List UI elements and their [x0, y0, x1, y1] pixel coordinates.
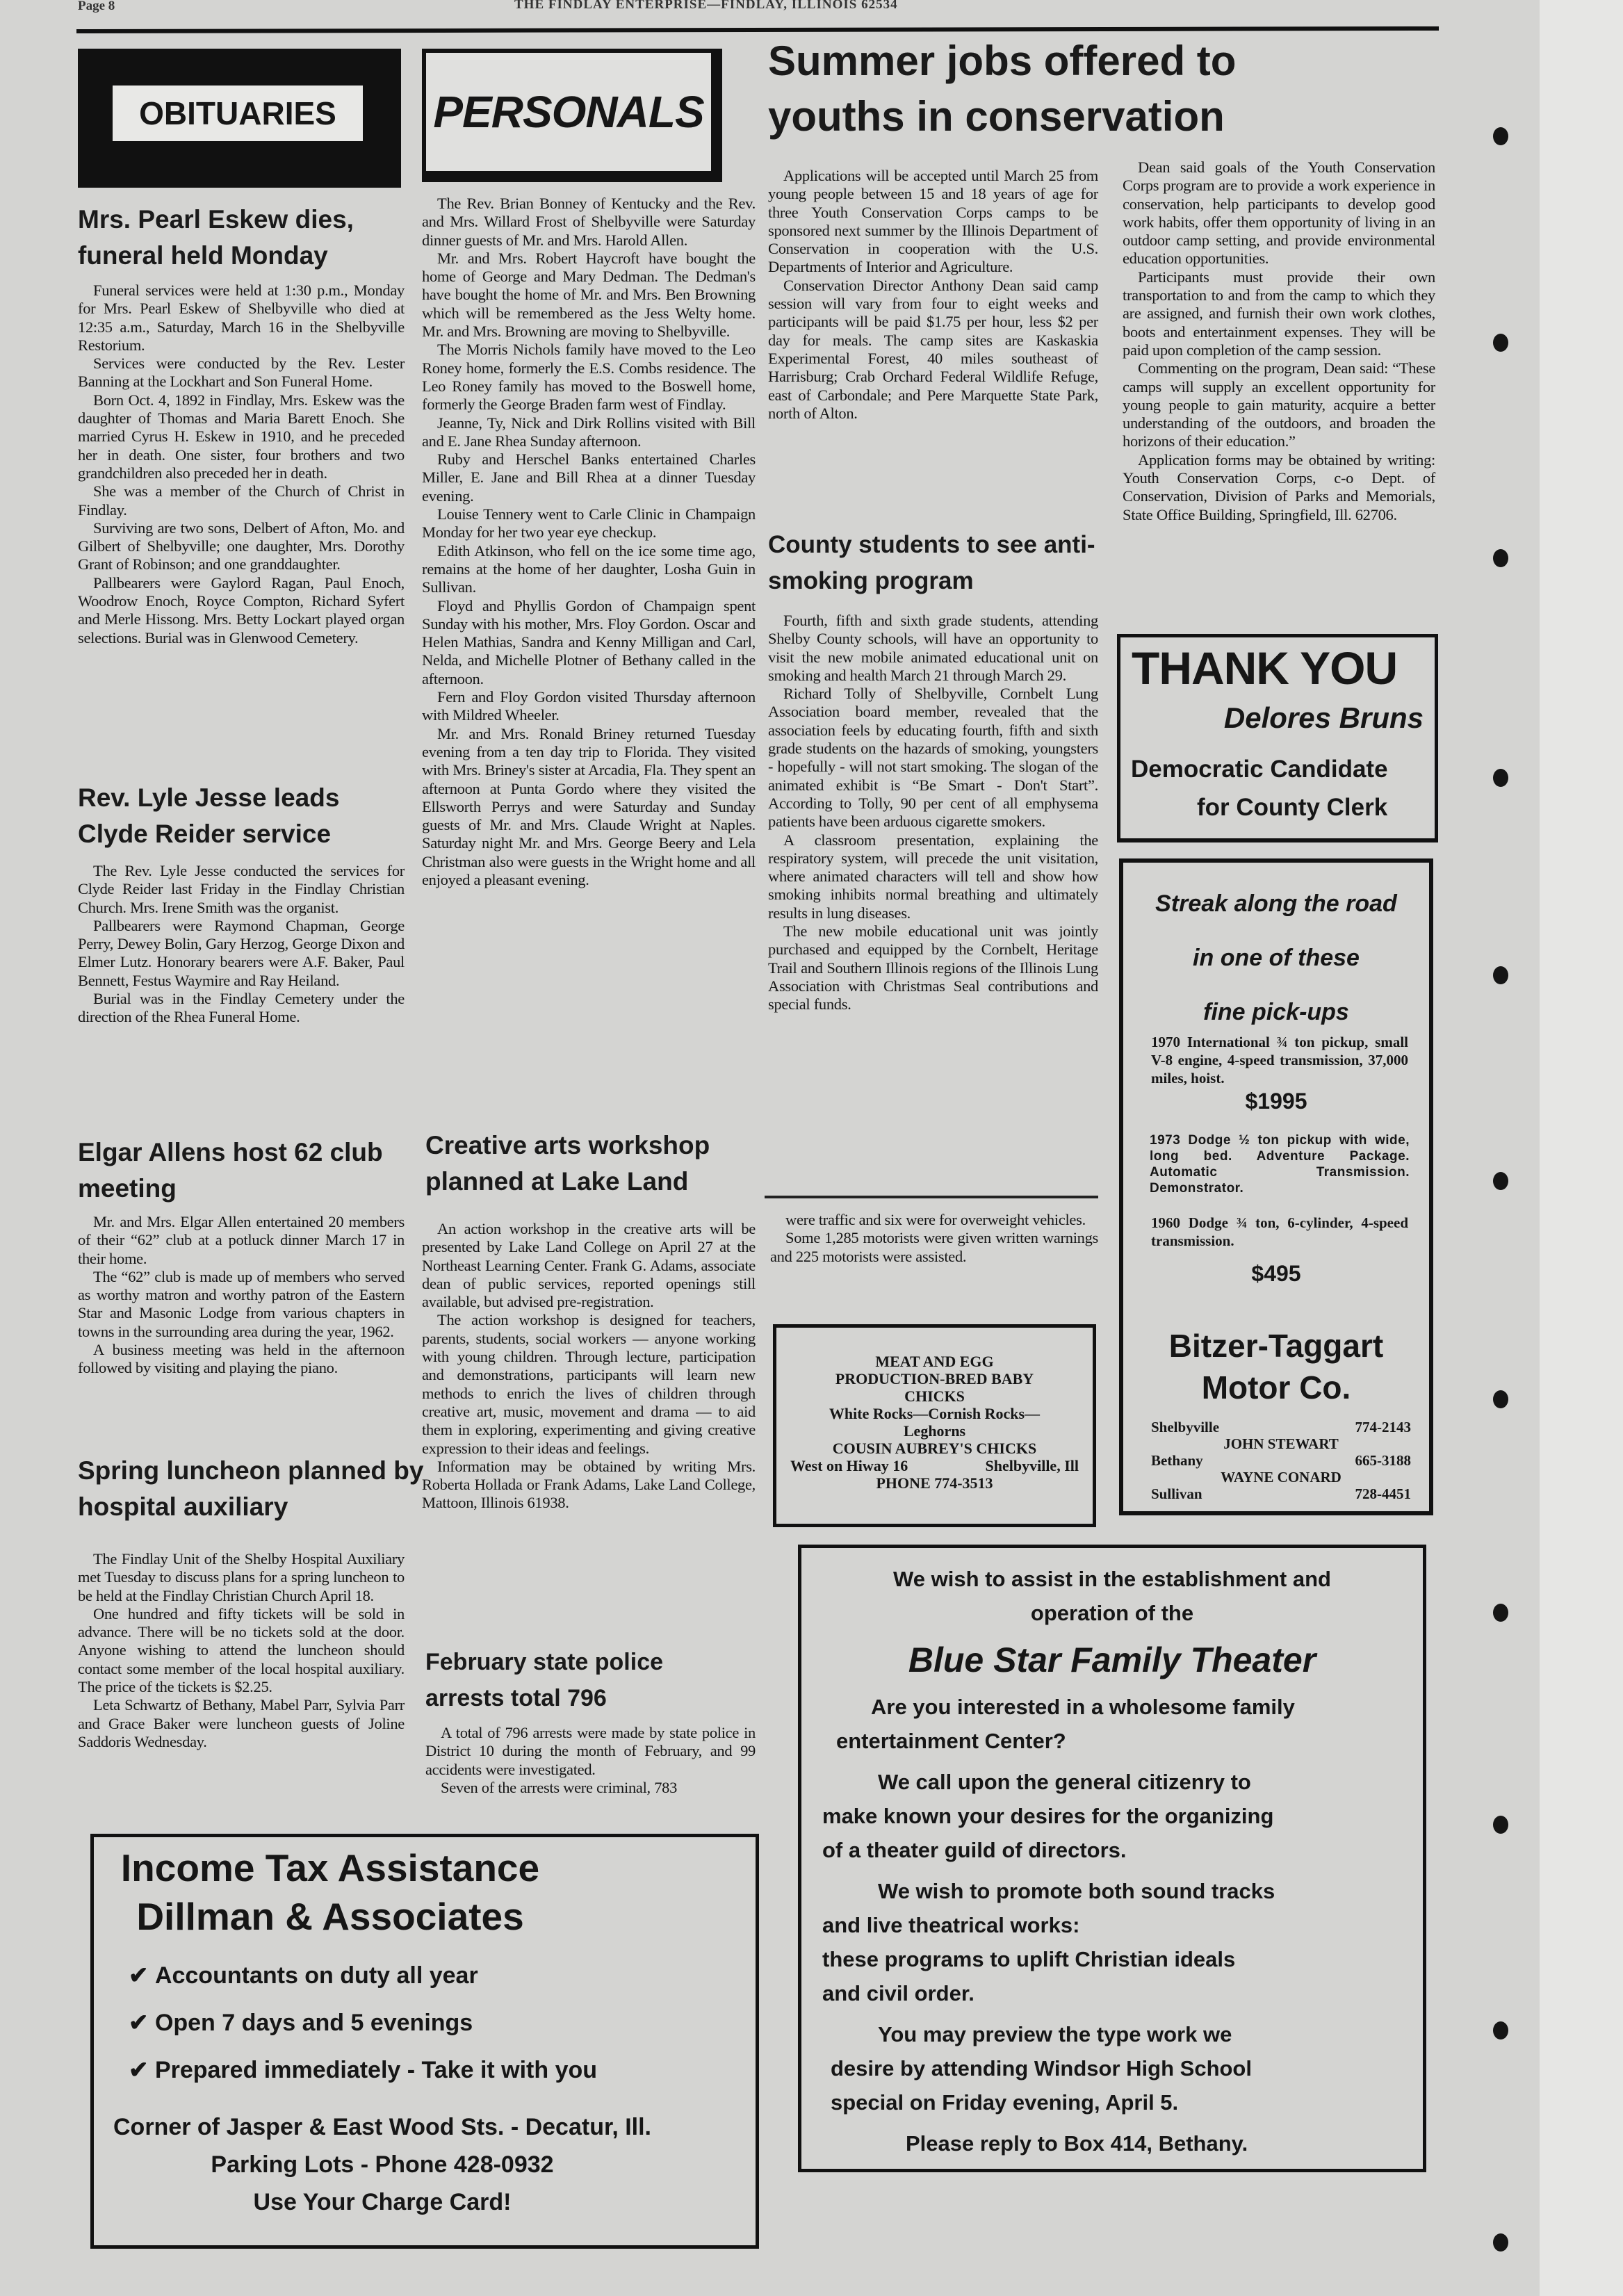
article-paragraph: The “62” club is made up of members who served as worthy matron and worthy patron of the Eastern Star and Masonic Lodge from various chapters in towns in the surrounding area during the year, 1962.: [78, 1267, 405, 1340]
article-paragraph: Funeral services were held at 1:30 p.m., Monday for Mrs. Pearl Eskew of Shelbyville who died at 12:35 a.m., Saturday, March 16 in the Shelbyville Restorium.: [78, 282, 405, 354]
article-paragraph: Ruby and Herschel Banks entertained Charles Miller, E. Jane and Bill Rhea at a dinner Tuesday evening.: [422, 450, 756, 505]
ad-chicks-line: White Rocks—Cornish Rocks—: [829, 1405, 1041, 1422]
punch-hole: [1493, 966, 1508, 984]
punch-hole: [1493, 1390, 1508, 1408]
ad-tax-address: Corner of Jasper & East Wood Sts. - Decatur, Ill.: [113, 2114, 651, 2140]
check-icon: ✔: [129, 2057, 155, 2083]
ad-chicks-line: Leghorns: [903, 1422, 966, 1440]
ad-theater-line: Are you interested in a wholesome family: [871, 1695, 1295, 1719]
ad-chicks-line: COUSIN AUBREY'S CHICKS: [832, 1440, 1037, 1457]
ad-pickups: [1119, 858, 1433, 1515]
ad-candidate-name: Delores Bruns: [1223, 701, 1424, 734]
ad-tax-title: Income Tax Assistance: [120, 1846, 540, 1889]
article-smoking: [768, 612, 1098, 1014]
article-paragraph: Pallbearers were Raymond Chapman, George Perry, Dewey Bolin, Gary Herzog, George Dixon and Elmer Lutz. Honorary bearers were A.F. Baker, Paul Bennett, Festus Waymire and Ray Heiland.: [78, 916, 405, 989]
article-paragraph: Burial was in the Findlay Cemetery under the direction of the Rhea Funeral Home.: [78, 990, 405, 1026]
ad-blue-star-theater: [798, 1545, 1426, 2172]
masthead: THE FINDLAY ENTERPRISE—FINDLAY, ILLINOIS 62534: [514, 0, 898, 12]
article-paragraph: Services were conducted by the Rev. Lester Banning at the Lockhart and Son Funeral Home.: [78, 355, 405, 391]
ad-location-town: Sullivan: [1151, 1485, 1202, 1502]
ad-theater-line: make known your desires for the organizing: [822, 1804, 1274, 1828]
ad-chicks-phone: PHONE 774-3513: [876, 1474, 993, 1492]
ad-theater-line: We call upon the general citizenry to: [878, 1770, 1251, 1794]
ad-theater-line: operation of the: [1030, 1601, 1194, 1625]
obituaries-banner: [78, 49, 401, 188]
article-paragraph: The Rev. Brian Bonney of Kentucky and the Rev. and Mrs. Willard Frost of Shelbyville were Saturday dinner guests of Mr. and Mrs. Harold Allen.: [422, 195, 756, 249]
ad-candidate-line: Democratic Candidate: [1131, 756, 1388, 783]
article-police: [425, 1724, 756, 1797]
ad-income-tax: [90, 1834, 759, 2249]
punch-hole: [1493, 334, 1508, 352]
article-paragraph: Applications will be accepted until March 25 from young people between 15 and 18 years of age for three Youth Conservation Corps camps to be sponsored next summer by the Illinois Department of Conservation in cooperation with the U.S. Departments of Interior and Agriculture.: [768, 167, 1098, 276]
article-paragraph: Mr. and Mrs. Robert Haycroft have bought the home of George and Mary Dedman. The Dedman's have bought the home of Mr. and Mrs. Ben Browning which will be remembered as the Jess Welty home. Mr. and Mrs. Browning are moving to Shelbyville.: [422, 249, 756, 341]
ad-theater-line: You may preview the type work we: [878, 2022, 1232, 2046]
article-paragraph: A business meeting was held in the afternoon followed by visiting and playing the piano.: [78, 1341, 405, 1377]
ad-location-town: Bethany: [1151, 1452, 1203, 1469]
article-paragraph: Some 1,285 motorists were given written warnings and 225 motorists were assisted.: [770, 1229, 1098, 1265]
ad-location-phone: 728-4451: [1355, 1485, 1411, 1502]
ad-price-1: $1995: [1245, 1089, 1307, 1114]
check-icon: ✔: [129, 1962, 155, 1989]
header-rule: [76, 26, 1439, 33]
article-paragraph: Leta Schwartz of Bethany, Mabel Parr, Sylvia Parr and Grace Baker were luncheon guests of Joline Saddoris Wednesday.: [78, 1696, 405, 1750]
article-paragraph: were traffic and six were for overweight vehicles.: [785, 1211, 1086, 1228]
headline-workshop: Creative arts workshop planned at Lake Land: [425, 1131, 710, 1196]
ad-tax-phone: Parking Lots - Phone 428-0932: [211, 2151, 554, 2178]
ad-theater-reply: Please reply to Box 414, Bethany.: [906, 2131, 1248, 2156]
headline-police: February state police arrests total 796: [425, 1649, 664, 1711]
article-paragraph: Surviving are two sons, Delbert of Afton, Mo. and Gilbert of Shelbyville; one daughter, Mrs. Dorothy Grant of Robinson; and one granddaughter.: [78, 519, 405, 573]
ad-location-phone: 774-2143: [1355, 1419, 1411, 1435]
headline-allens: Elgar Allens host 62 club meeting: [78, 1138, 383, 1203]
article-paragraph: She was a member of the Church of Christ in Findlay.: [78, 482, 405, 519]
headline-luncheon: Spring luncheon planned by hospital auxiliary: [78, 1456, 424, 1521]
punch-hole: [1493, 2021, 1508, 2039]
ad-theater-title: Blue Star Family Theater: [908, 1640, 1316, 1679]
article-paragraph: A total of 796 arrests were made by state police in District 10 during the month of February, and 99 accidents were investigated.: [425, 1724, 756, 1778]
punch-hole: [1493, 769, 1508, 787]
article-paragraph: Fourth, fifth and sixth grade students, attending Shelby County schools, will have an opportunity to visit the new mobile animated educational unit on smoking and health March 21 through March 29.: [768, 612, 1098, 684]
ad-chicks-address: West on Hiway 16: [790, 1457, 908, 1474]
ad-vehicle-3: 1960 Dodge ¾ ton, 6-cylinder, 4-speed transmission.: [1151, 1214, 1408, 1249]
ad-theater-line: We wish to assist in the establishment and: [893, 1567, 1331, 1591]
article-paragraph: Richard Tolly of Shelbyville, Cornbelt Lung Association board member, revealed that the association feels by educating fourth, fifth and sixth grade students on the hazards of smoking, youngsters - hopefully - will not start smoking. The slogan of the animated exhibit is “Be Smart - Don't Start”. According to Tolly, 90 per cent of all emphysema patients have been arduous cigarette smokers.: [768, 685, 1098, 831]
article-paragraph: An action workshop in the creative arts will be presented by Lake Land College on April 27 at the Northeast Learning Center. Frank G. Adams, associate dean of public services, reported openings still available, but advised pre-registration.: [422, 1220, 756, 1311]
ad-location-person: JOHN STEWART: [1223, 1435, 1339, 1452]
article-paragraph: Mr. and Mrs. Ronald Briney returned Tuesday evening from a ten day trip to Florida. They visited with Mrs. Briney's sister at Arcadia, Fla. They spent an afternoon at Punta Gordo where they visited the Ellsworth Perrys and were Saturday and Sunday guests of Mr. and Mrs. Claude Wright at Naples. Saturday night Mr. and Mrs. George Beery and Lela Christman also were guests in the Wright home and all enjoyed a pleasant evening.: [422, 724, 756, 888]
article-allens: [78, 1213, 405, 1378]
article-paragraph: Commenting on the program, Dean said: “These camps will supply an excellent opportunity for young people to gain maturity, acquire a better understanding of the outdoors, and broaden the horizons of their education.”: [1123, 359, 1435, 450]
punch-hole: [1493, 1816, 1508, 1834]
ad-theater-line: special on Friday evening, April 5.: [831, 2090, 1179, 2115]
ad-thank-you: [1117, 634, 1438, 842]
punch-hole: [1493, 1604, 1508, 1622]
ad-price-3: $495: [1251, 1261, 1301, 1286]
article-paragraph: Conservation Director Anthony Dean said camp session will vary from four to eight weeks and participants will be paid $1.75 per hour, less $2 per day for meals. The camp sites are Kaskaskia Experimental Forest, 40 miles southeast of Harrisburg; Crab Orchard Federal Wildlife Refuge, east of Carbondale; and Pere Marquette State Park, north of Alton.: [768, 276, 1098, 422]
punch-hole: [1493, 127, 1508, 145]
article-paragraph: Louise Tennery went to Carle Clinic in Champaign Monday for her two year eye checkup.: [422, 505, 756, 542]
ad-thank-you-title: THANK YOU: [1132, 642, 1398, 694]
ad-location-phone: 665-3188: [1355, 1452, 1411, 1469]
article-luncheon: [78, 1550, 405, 1751]
ad-theater-line: of a theater guild of directors.: [822, 1838, 1127, 1862]
ad-vehicle-2: 1973 Dodge ½ ton pickup with wide, long bed. Adventure Package. Automatic Transmission. Demonstrator.: [1150, 1133, 1410, 1196]
obituaries-label: OBITUARIES: [113, 86, 363, 141]
page-edge: [1540, 0, 1623, 2296]
article-reider: [78, 862, 405, 1027]
article-eskew: [78, 282, 405, 647]
column-rule: [765, 1196, 1098, 1198]
page-number: Page 8: [78, 0, 115, 13]
ad-chicks-line: CHICKS: [904, 1387, 965, 1405]
ad-chicks-line: PRODUCTION-BRED BABY: [835, 1370, 1034, 1387]
article-paragraph: The Findlay Unit of the Shelby Hospital Auxiliary met Tuesday to discuss plans for a spring luncheon to be held at the Findlay Christian Church April 18.: [78, 1550, 405, 1604]
ad-tagline: fine pick-ups: [1203, 999, 1349, 1025]
ad-location-person: WAYNE CONARD: [1221, 1469, 1341, 1485]
article-paragraph: Edith Atkinson, who fell on the ice some time ago, remains at the home of her daughter, Losha Guin in Sullivan.: [422, 542, 756, 596]
ad-tax-bullet: Prepared immediately - Take it with you: [154, 2057, 598, 2083]
article-paragraph: Born Oct. 4, 1892 in Findlay, Mrs. Eskew was the daughter of Thomas and Maria Barett Enoch. She married Cyrus H. Eskew in 1910, and he preceded her in death. One sister, four brothers and two grandchildren also preceded her in death.: [78, 391, 405, 482]
ad-candidate-line: for County Clerk: [1197, 794, 1388, 821]
article-paragraph: One hundred and fifty tickets will be sold in advance. There will be no tickets sold at the door. Anyone wishing to attend the luncheon should contact some member of the local hospital auxiliary. The price of the tickets is $2.25.: [78, 1604, 405, 1696]
ad-theater-line: desire by attending Windsor High School: [831, 2056, 1252, 2081]
ad-theater-line: and civil order.: [822, 1981, 974, 2005]
article-paragraph: Fern and Floy Gordon visited Thursday afternoon with Mildred Wheeler.: [422, 688, 756, 724]
article-workshop: [422, 1220, 756, 1513]
ad-tagline: in one of these: [1193, 945, 1360, 971]
article-paragraph: Seven of the arrests were criminal, 783: [441, 1778, 678, 1796]
ad-location-town: Shelbyville: [1151, 1419, 1220, 1435]
punch-hole: [1493, 2233, 1508, 2252]
article-summer-continued: [1123, 158, 1435, 524]
ad-dealer-name: Motor Co.: [1201, 1369, 1351, 1406]
ad-tax-firm: Dillman & Associates: [136, 1895, 524, 1938]
article-paragraph: A classroom presentation, explaining the respiratory system, will precede the unit visitation, where animated characters will tell and show how smoking inhibits normal breathing and ultimately results in lung diseases.: [768, 831, 1098, 922]
article-paragraph: The Morris Nichols family have moved to the Leo Roney home, formerly the E.S. Combs residence. The Leo Roney family has moved to the Boswell home, formerly the George Braden farm west of Findlay.: [422, 341, 756, 414]
article-paragraph: The Rev. Lyle Jesse conducted the services for Clyde Reider last Friday in the Findlay Christian Church. Mrs. Irene Smith was the organist.: [78, 862, 405, 916]
article-paragraph: Application forms may be obtained by writing: Youth Conservation Corps, c-o Dept. of Conservation, Division of Parks and Memorials, State Office Building, Springfield, Ill. 62706.: [1123, 450, 1435, 523]
personals-banner: [422, 49, 722, 182]
check-icon: ✔: [129, 2010, 155, 2036]
article-paragraph: Jeanne, Ty, Nick and Dirk Rollins visited with Bill and E. Jane Rhea Sunday afternoon.: [422, 414, 756, 450]
article-paragraph: Dean said goals of the Youth Conservation Corps program are to provide a work experience in conservation, help participants to develop good work habits, offer them opportunity of living in an outdoor camp setting, and provide environmental education opportunities.: [1123, 158, 1435, 268]
headline-summer: Summer jobs offered to youths in conservation: [768, 38, 1237, 140]
headline-smoking: County students to see anti-smoking program: [768, 531, 1095, 594]
article-paragraph: Pallbearers were Gaylord Ragan, Paul Enoch, Woodrow Enoch, Royce Compton, Richard Syfert and Merle Hissong. Mrs. Betty Lockart played organ selections. Burial was in Glenwood Cemetery.: [78, 573, 405, 646]
ad-tax-bullet: Accountants on duty all year: [154, 1962, 478, 1989]
ad-chicks-line: MEAT AND EGG: [875, 1353, 994, 1370]
ad-tagline: Streak along the road: [1155, 890, 1397, 917]
ad-theater-line: We wish to promote both sound tracks: [878, 1879, 1275, 1903]
punch-hole: [1493, 549, 1508, 567]
headline-reider: Rev. Lyle Jesse leads Clyde Reider service: [78, 783, 340, 848]
personals-label: PERSONALS: [433, 87, 704, 137]
headline-eskew: Mrs. Pearl Eskew dies, funeral held Monday: [78, 205, 354, 270]
ad-chicks-town: Shelbyville, Ill: [985, 1457, 1079, 1474]
ad-dealer-name: Bitzer-Taggart: [1168, 1328, 1384, 1364]
article-personals: [422, 195, 756, 889]
ad-baby-chicks: [773, 1324, 1096, 1527]
article-paragraph: The new mobile educational unit was jointly purchased and equipped by the Cornbelt, Heritage Trail and Southern Illinois regions of the Illinois Lung Association with Christmas Seal contributions and special funds.: [768, 922, 1098, 1013]
article-police-continued: [770, 1211, 1098, 1266]
article-summer: [768, 167, 1098, 423]
article-paragraph: Floyd and Phyllis Gordon of Champaign spent Sunday with his mother, Mrs. Floy Gordon. Oscar and Helen Mathias, Sandra and Kenny Milligan and Carl, Nelda, and Michelle Plotner of Bethany called in the afternoon.: [422, 596, 756, 687]
punch-hole: [1493, 1172, 1508, 1190]
article-paragraph: Participants must provide their own transportation to and from the camp to which they are assigned, and furnish their own work clothes, boots and entertainment expenses. They will be paid upon completion of the camp session.: [1123, 268, 1435, 359]
article-paragraph: Mr. and Mrs. Elgar Allen entertained 20 members of their “62” club at a potluck dinner March 17 in their home.: [78, 1213, 405, 1267]
ad-tax-charge: Use Your Charge Card!: [253, 2189, 512, 2215]
ad-theater-line: entertainment Center?: [836, 1729, 1066, 1753]
ad-tax-bullet: Open 7 days and 5 evenings: [154, 2010, 473, 2036]
article-paragraph: Information may be obtained by writing Mrs. Roberta Hollada or Frank Adams, Lake Land College, Mattoon, Illinois 61938.: [422, 1457, 756, 1512]
ad-theater-line: these programs to uplift Christian ideals: [822, 1947, 1236, 1971]
ad-theater-line: and live theatrical works:: [822, 1913, 1080, 1937]
article-paragraph: The action workshop is designed for teachers, parents, students, social workers — anyone working with young children. Through lecture, participation and demonstrations, participants will learn new methods to enrich the lives of children through creative art, music, movement and drama — to aid them in exploring, experimenting and giving creative expression to their ideas and feelings.: [422, 1311, 756, 1457]
ad-vehicle-1: 1970 International ¾ ton pickup, small V-8 engine, 4-speed transmission, 37,000 miles, hoist.: [1151, 1034, 1408, 1086]
